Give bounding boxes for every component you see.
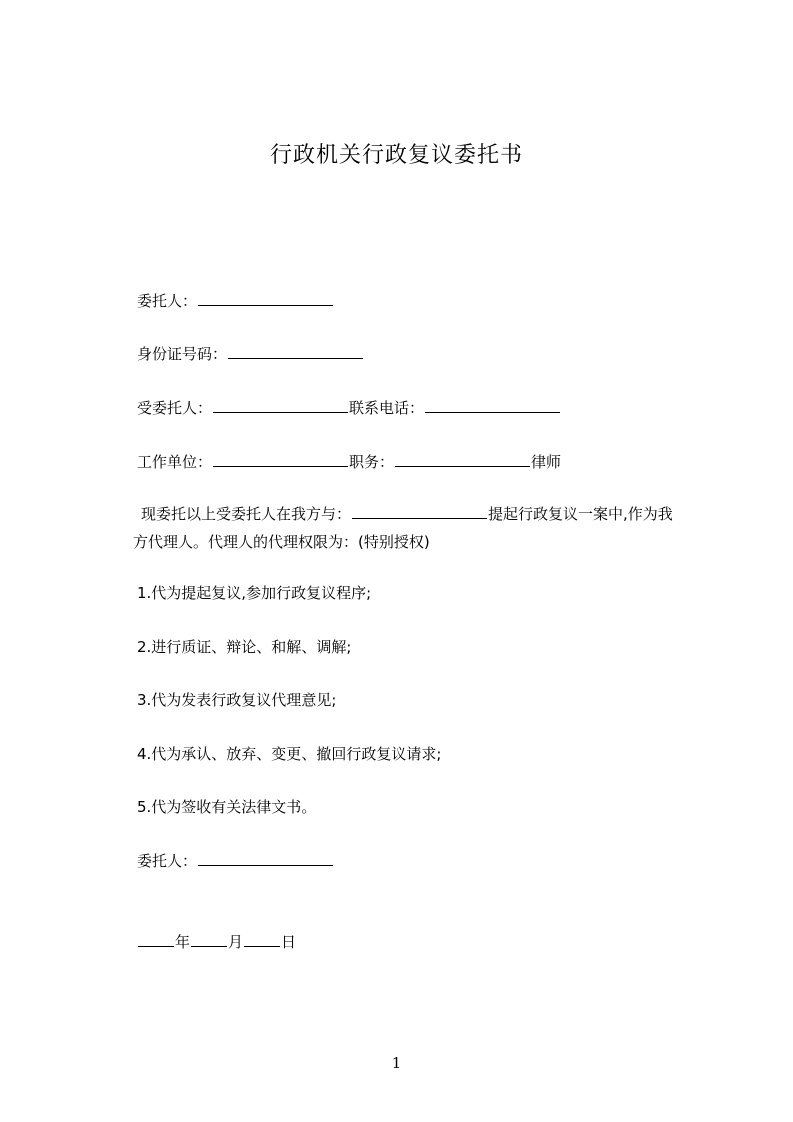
principal-label: 委托人： [137, 292, 198, 310]
day-label: 日 [281, 933, 297, 951]
day-blank[interactable] [244, 932, 280, 947]
principal-blank[interactable] [198, 291, 333, 306]
intro-after: 提起行政复议一案中,作为我 [488, 505, 673, 523]
month-label: 月 [228, 933, 244, 951]
signature-label: 委托人： [137, 852, 198, 870]
authority-item-1: 1.代为提起复议,参加行政复议程序; [137, 584, 372, 602]
id-number-blank[interactable] [228, 344, 363, 359]
month-blank[interactable] [191, 932, 227, 947]
document-title: 行政机关行政复议委托书 [269, 143, 523, 168]
position-label: 职务： [349, 453, 395, 471]
workplace-label: 工作单位： [137, 453, 213, 471]
intro-line-2: 方代理人。代理人的代理权限为：(特别授权) [133, 533, 430, 551]
date-line [137, 930, 296, 954]
position-blank[interactable] [395, 452, 530, 467]
signature-blank[interactable] [198, 851, 333, 866]
phone-blank[interactable] [425, 398, 560, 413]
agent-line [137, 396, 561, 420]
phone-label: 联系电话： [349, 399, 425, 417]
workplace-line [137, 450, 561, 474]
id-number-line [137, 342, 364, 366]
year-blank[interactable] [138, 932, 174, 947]
principal-line [137, 289, 334, 313]
intro-line-1 [137, 500, 717, 528]
agent-label: 受委托人： [137, 399, 213, 417]
authority-item-4: 4.代为承认、放弃、变更、撤回行政复议请求; [137, 745, 442, 763]
year-label: 年 [175, 933, 191, 951]
signature-line [137, 849, 334, 873]
authority-item-3: 3.代为发表行政复议代理意见; [137, 691, 337, 709]
lawyer-suffix: 律师 [531, 453, 562, 471]
intro-paragraph [133, 500, 717, 556]
authority-item-2: 2.进行质证、辩论、和解、调解; [137, 638, 352, 656]
id-number-label: 身份证号码： [137, 345, 228, 363]
agent-blank[interactable] [213, 398, 348, 413]
page-number: 1 [391, 1054, 402, 1072]
opponent-blank[interactable] [352, 504, 487, 519]
authority-item-5: 5.代为签收有关法律文书。 [137, 798, 317, 816]
intro-before: 现委托以上受委托人在我方与： [141, 505, 352, 523]
workplace-blank[interactable] [213, 452, 348, 467]
